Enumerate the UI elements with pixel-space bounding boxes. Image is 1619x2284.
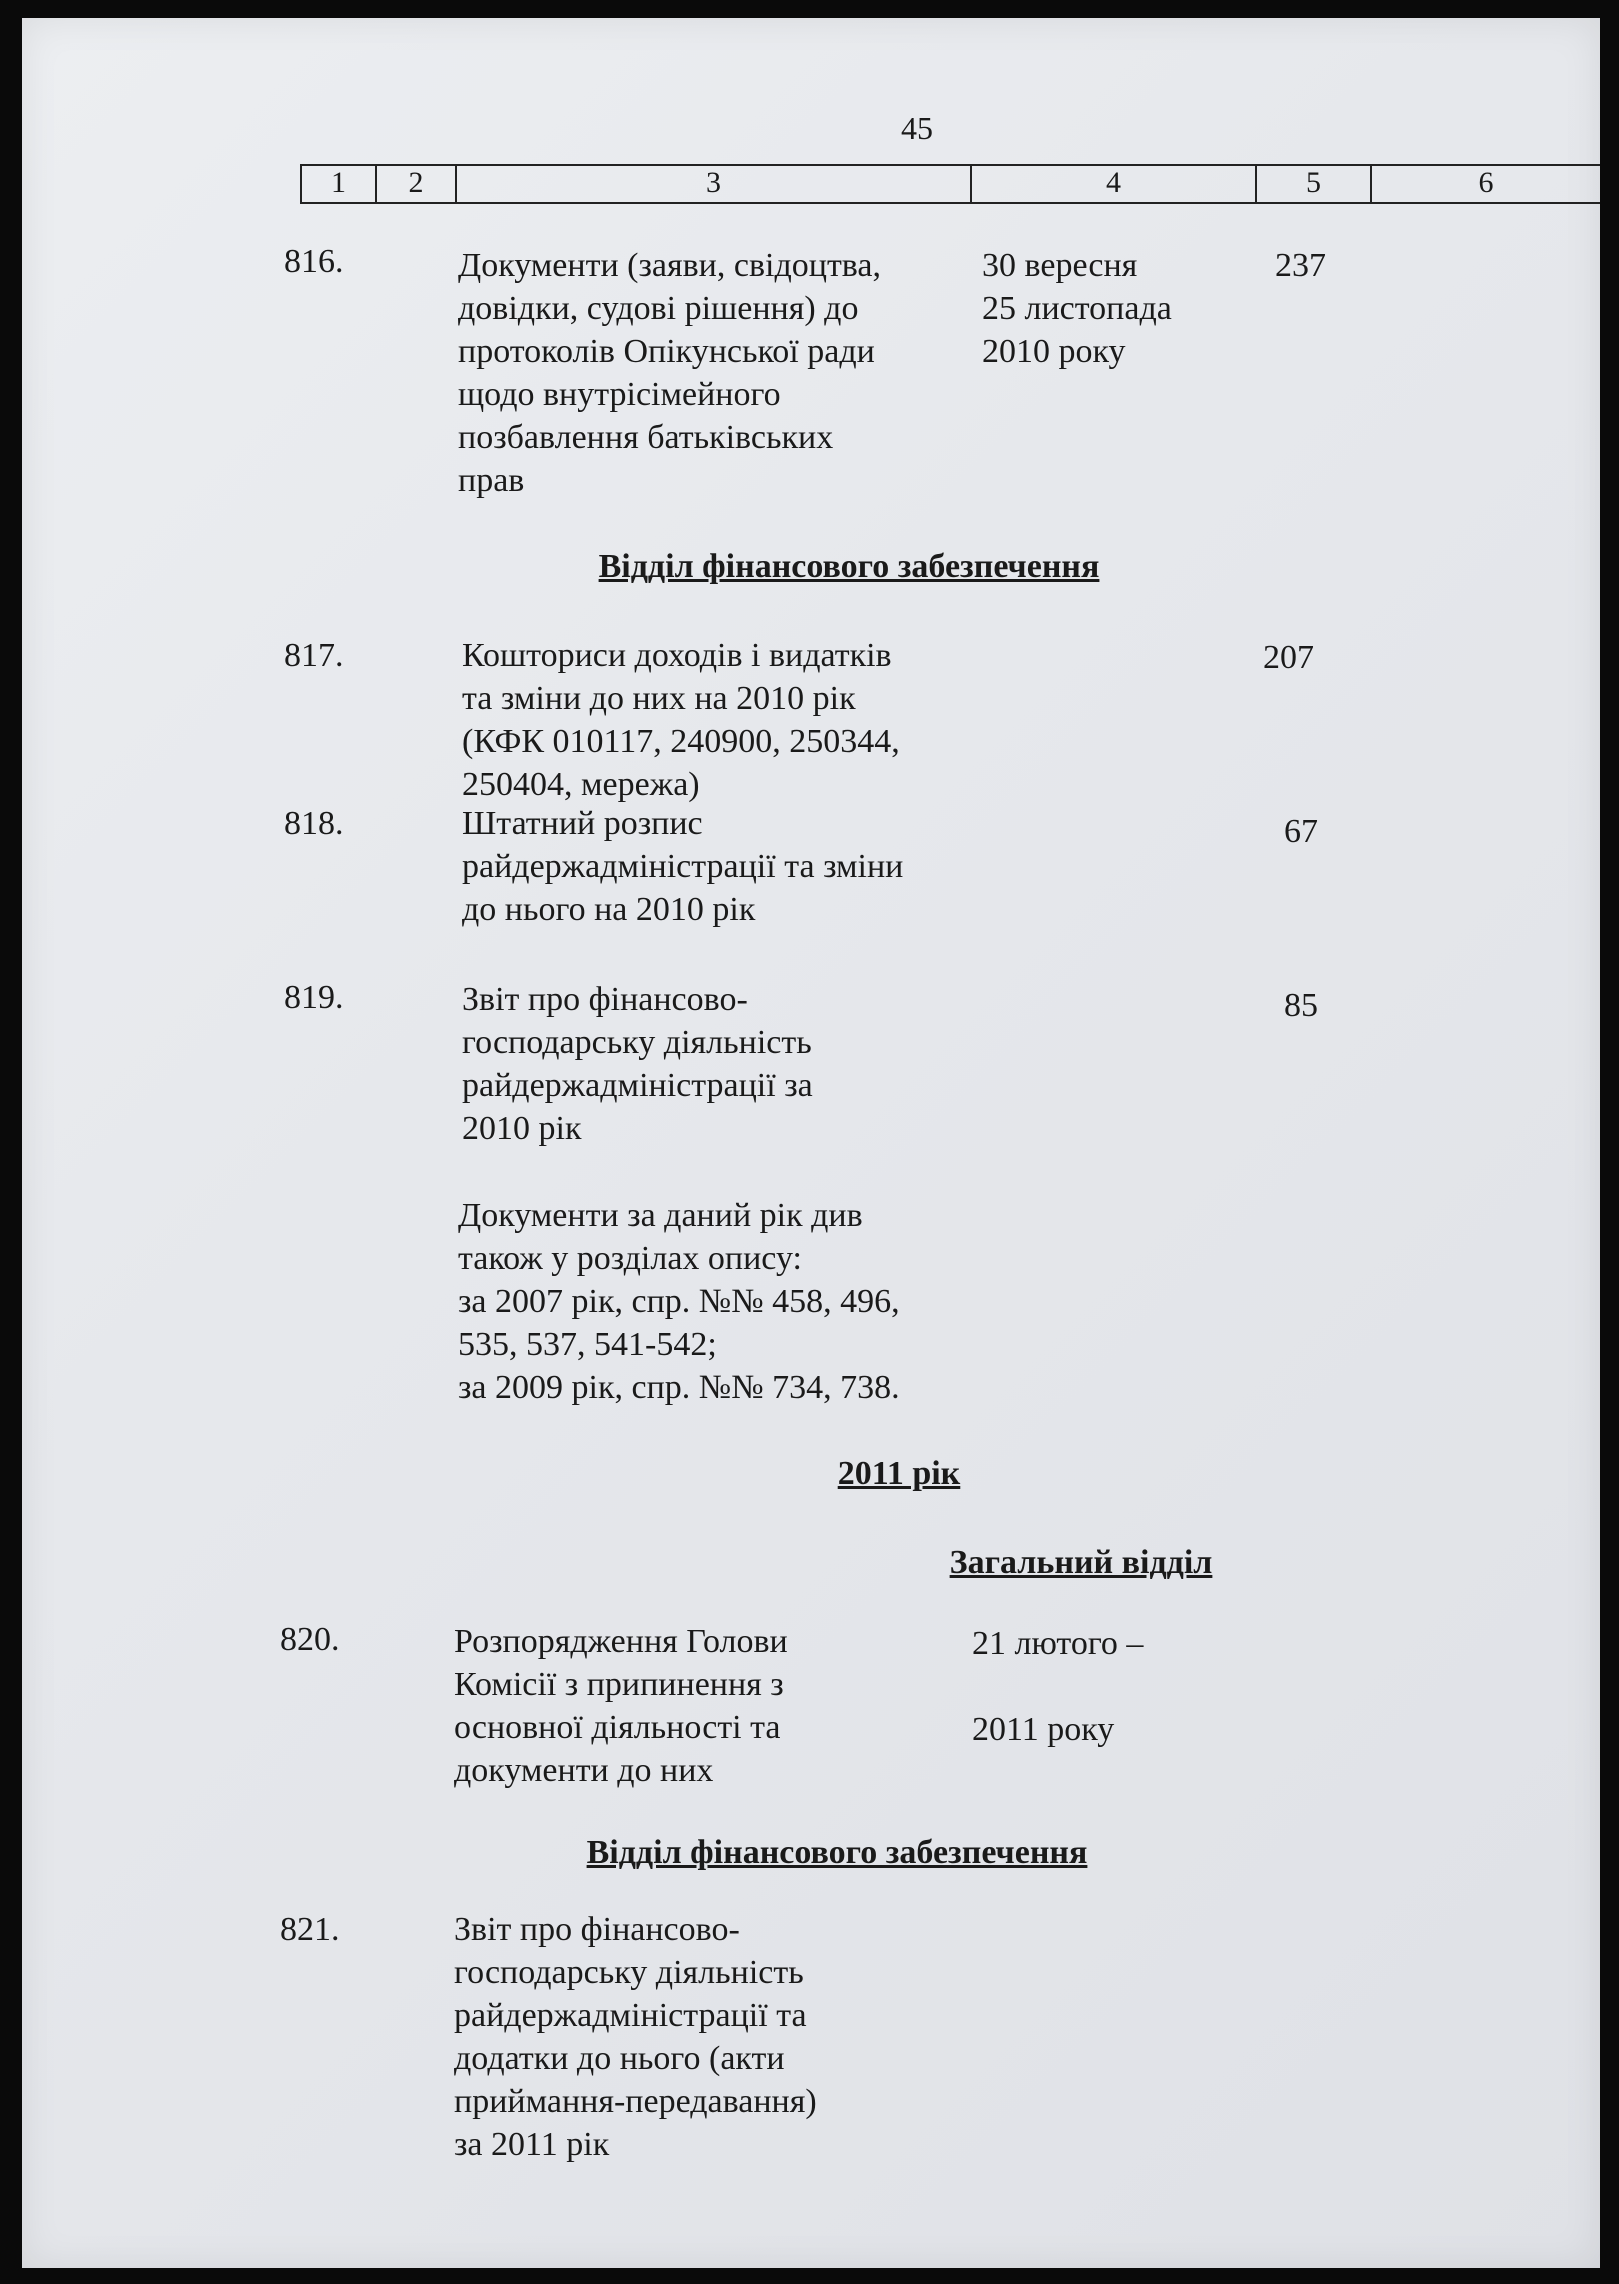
cross-reference-note: Документи за даний рік див також у розділах опису: за 2007 рік, спр. №№ 458, 496, 535, 537, 541-542; за 2009 рік, спр. №№ 734, 738. xyxy=(458,1197,900,1406)
entry-dates-start: 21 лютого – xyxy=(972,1625,1144,1662)
section-heading: Загальний відділ xyxy=(949,1544,1213,1581)
entry-number: 821. xyxy=(280,1911,340,1948)
entry-title: Розпорядження Голови Комісії з припинення з основної діяльності та документи до них xyxy=(454,1623,788,1789)
entry-title: Кошториси доходів і видатків та зміни до них на 2010 рік (КФК 010117, 240900, 250344, 250404, мережа) xyxy=(462,637,900,803)
entry-title: Документи (заяви, свідоцтва, довідки, судові рішення) до протоколів Опікунської ради щодо внутрісімейного позбавлення батьківських прав xyxy=(458,247,882,499)
entry-number: 819. xyxy=(284,979,344,1016)
column-header-2: 2 xyxy=(375,166,455,202)
entry-number: 816. xyxy=(284,243,344,280)
column-header-6: 6 xyxy=(1370,166,1600,202)
column-header-5: 5 xyxy=(1255,166,1370,202)
entry-dates-end: 2011 року xyxy=(972,1711,1115,1748)
column-header-row xyxy=(300,164,1600,204)
entry-number: 817. xyxy=(284,637,344,674)
entry-dates: 30 вересня 25 листопада 2010 року xyxy=(982,247,1172,370)
entry-number: 818. xyxy=(284,805,344,842)
entry-sheet-count: 67 xyxy=(1284,813,1318,850)
entry-title: Звіт про фінансово- господарську діяльність райдержадміністрації за 2010 рік xyxy=(462,981,813,1147)
entry-sheet-count: 85 xyxy=(1284,987,1318,1024)
column-header-4: 4 xyxy=(970,166,1255,202)
section-heading: Відділ фінансового забезпечення xyxy=(586,1834,1088,1871)
entry-title: Звіт про фінансово- господарську діяльність райдержадміністрації та додатки до нього (акти приймання-передавання) за 2011 рік xyxy=(454,1911,817,2163)
section-heading: Відділ фінансового забезпечення xyxy=(598,548,1100,585)
column-header-3: 3 xyxy=(455,166,970,202)
document-page xyxy=(22,18,1600,2268)
entry-sheet-count: 237 xyxy=(1275,247,1326,284)
entry-sheet-count: 207 xyxy=(1263,639,1314,676)
column-header-1: 1 xyxy=(300,166,375,202)
page-number: 45 xyxy=(901,110,933,146)
entry-title: Штатний розпис райдержадміністрації та зміни до нього на 2010 рік xyxy=(462,805,904,928)
entry-number: 820. xyxy=(280,1621,340,1658)
year-heading: 2011 рік xyxy=(837,1455,961,1492)
